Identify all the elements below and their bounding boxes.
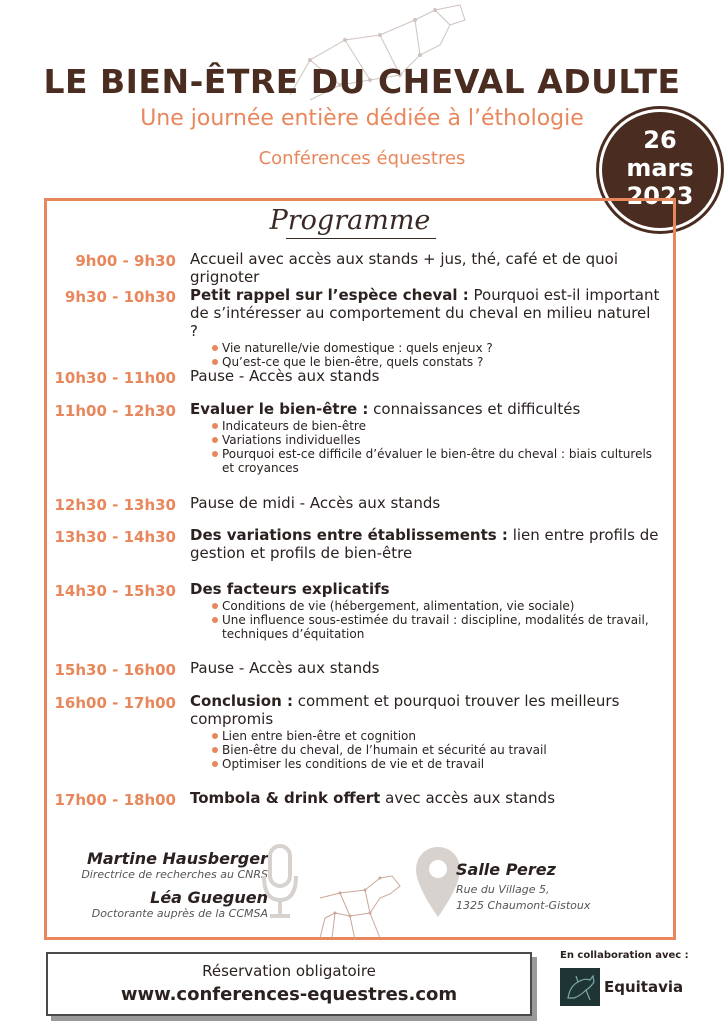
date-day: 26 [643,126,677,154]
reservation-url[interactable]: www.conferences-equestres.com [120,984,458,1005]
bullet-item: Conditions de vie (hébergement, alimentation, vie sociale) [190,599,660,613]
bullet-item: Vie naturelle/vie domestique : quels enjeux ? [190,341,660,355]
date-year: 2023 [626,182,694,210]
schedule-time: 11h00 - 12h30 [54,402,176,420]
schedule-time: 17h00 - 18h00 [54,791,176,809]
speaker-name: Léa Gueguen [150,888,268,907]
bullet-item: Indicateurs de bien-être [190,419,660,433]
schedule-description: Des facteurs explicatifs Conditions de vie (hébergement, alimentation, vie sociale) Une influence sous-estimée du travail : discipline, modalités de travail, techniques d’équitation [190,580,660,641]
venue-address-line2: 1325 Chaumont-Gistoux [456,899,591,912]
schedule-description: Des variations entre établissements : lien entre profils de gestion et profils de bien-être [190,526,659,562]
schedule-time: 12h30 - 13h30 [54,496,176,514]
schedule-time: 10h30 - 11h00 [54,369,176,387]
bullet-item: Pourquoi est-ce difficile d’évaluer le bien-être du cheval : biais culturels et croyances [190,447,660,475]
schedule-description: Pause - Accès aux stands [190,367,380,385]
date-month: mars [626,154,694,182]
schedule-time: 14h30 - 15h30 [54,582,176,600]
schedule-time: 15h30 - 16h00 [54,661,176,679]
horse-line-art-top [250,0,500,120]
schedule-description: Conclusion : comment et pourquoi trouver les meilleurs compromis Lien entre bien-être et cognition Bien-être du cheval, de l’humain et sécurité au travail Optimiser les conditions de vie et de travail [190,692,660,771]
schedule-time: 9h00 - 9h30 [75,252,176,270]
horse-line-art-bottom [310,868,410,948]
bullet-item: Bien-être du cheval, de l’humain et sécurité au travail [190,743,660,757]
reservation-label: Réservation obligatoire [202,962,376,980]
partner-logo-icon [560,968,600,1006]
schedule-description: Evaluer le bien-être : connaissances et difficultés Indicateurs de bien-être Variations individuelles Pourquoi est-ce difficile d’évaluer le bien-être du cheval : biais culturels et croyances [190,400,660,475]
bullet-item: Une influence sous-estimée du travail : discipline, modalités de travail, techniques d’équitation [190,613,660,641]
location-pin-icon [414,845,462,920]
partner-name: Equitavia [604,978,684,996]
schedule-description: Pause de midi - Accès aux stands [190,494,441,512]
program-heading: Programme [269,205,431,236]
schedule-description: Tombola & drink offert avec accès aux stands [190,789,556,807]
speaker-name: Martine Hausberger [86,849,268,868]
venue-name: Salle Perez [456,860,556,879]
page-subtitle: Une journée entière dédiée à l’éthologie [140,106,584,131]
program-heading-underline [286,238,436,239]
schedule-time: 9h30 - 10h30 [64,288,176,306]
bullet-item: Optimiser les conditions de vie et de travail [190,757,660,771]
speaker-role: Directrice de recherches au CNRS [81,868,268,881]
page-title: LE BIEN-ÊTRE DU CHEVAL ADULTE [43,62,681,101]
bullet-item: Lien entre bien-être et cognition [190,729,660,743]
bullet-item: Variations individuelles [190,433,660,447]
microphone-icon [260,842,300,922]
schedule-description: Pause - Accès aux stands [190,659,380,677]
reservation-box [46,952,532,1016]
speaker-role: Doctorante auprès de la CCMSA [91,907,268,920]
schedule-description: Accueil avec accès aux stands + jus, thé, café et de quoi grignoter [190,250,618,286]
schedule-time: 13h30 - 14h30 [54,528,176,546]
collaboration-label: En collaboration avec : [560,950,689,961]
venue-address-line1: Rue du Village 5, [456,883,550,896]
event-category: Conférences équestres [258,148,466,169]
bullet-item: Qu’est-ce que le bien-être, quels constats ? [190,355,660,369]
schedule-time: 16h00 - 17h00 [54,694,176,712]
schedule-description: Petit rappel sur l’espèce cheval : Pourquoi est-il important de s’intéresser au comportement du cheval en milieu naturel ? Vie naturelle/vie domestique : quels enjeux ? Qu’est-ce que le bien-être, quels constats ? [190,286,660,369]
